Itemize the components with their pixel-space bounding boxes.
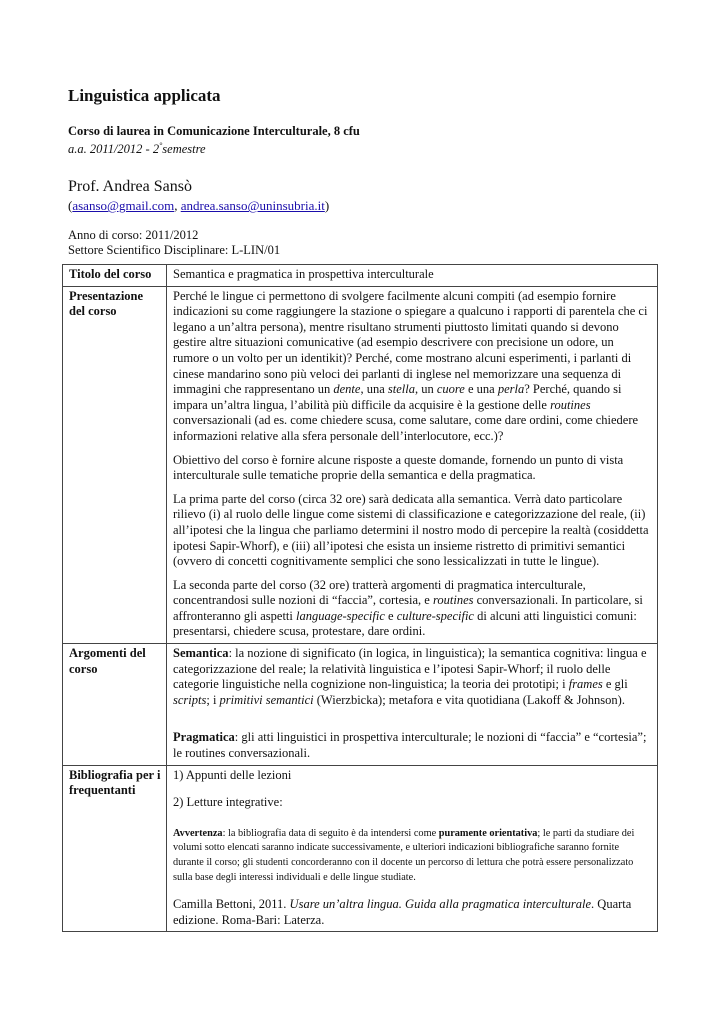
text-run: , un	[414, 382, 437, 397]
text-run: La seconda parte del corso (32 ore) tratterà argomenti di pragmatica interculturale, concentrandosi sulle nozioni di “faccia”, cortesia, e	[173, 577, 586, 608]
professor-name: Prof. Andrea Sansò	[68, 178, 192, 196]
text-run: (Wierzbicka); metafora e vita quotidiana (Lakoff & Johnson).	[313, 692, 625, 707]
spacer	[173, 716, 652, 730]
presentazione-paragraph-3: La prima parte del corso (circa 32 ore) sarà dedicata alla semantica. Verrà dato particolare rilievo (i) al ruolo delle lingue come sistemi di classificazione e categorizzazione del reale, (ii) all’ipotesi che la lingua che parliamo determini il nostro modo di percepire la realtà (cosiddetta ipotesi Sapir-Whorf), e (iii) all’ipotesi che esista un insieme ristretto di primitivi semantici (ovvero di concetti cognitivamente semplici che sono lessicalizzati in tutte le lingue).	[173, 491, 649, 569]
email-open: (	[68, 198, 73, 214]
presentazione-paragraph-4	[173, 578, 652, 640]
italic-term: culture-specific	[396, 608, 474, 623]
italic-term: perla	[497, 382, 525, 397]
email-link-gmail[interactable]: asanso@gmail.com	[72, 198, 175, 214]
bibliografia-item-1: 1) Appunti delle lezioni	[173, 767, 292, 782]
bibliografia-item-2: 2) Letture integrative:	[173, 795, 283, 810]
avvertenza-heading: Avvertenza	[173, 827, 223, 839]
year-text: a.a. 2011/2012 - 2	[68, 142, 160, 157]
text-run: e gli	[602, 677, 628, 692]
text-run: , una	[360, 382, 388, 397]
professor-emails	[68, 197, 658, 214]
email-separator: ,	[174, 198, 181, 214]
book-title: Usare un’altra lingua. Guida alla pragmatica interculturale	[289, 897, 592, 912]
document-header	[68, 86, 658, 258]
presentazione-paragraph-1	[173, 289, 652, 445]
row-titolo	[63, 265, 658, 287]
italic-term: frames	[568, 677, 603, 692]
email-close: )	[324, 198, 330, 214]
italic-term: primitivi semantici	[219, 692, 314, 707]
italic-term: routines	[550, 397, 591, 412]
semantica-heading: Semantica	[173, 646, 229, 661]
course-info-table	[62, 264, 658, 932]
text-run: ? Perché, quando si impara un’altra lingua, l’abilità più difficile da acquisire è la gestione delle	[173, 382, 622, 412]
text-run: e una	[464, 382, 498, 397]
text-run: Camilla Bettoni, 2011.	[173, 897, 290, 912]
row-label-bibliografia: Bibliografia per i frequentanti	[63, 765, 167, 932]
text-run: : la nozione di significato (in logica, in linguistica); la semantica cognitiva: lingua e categorizzazione del reale; la relatività linguistica e l’ipotesi Sapir-Whorf; il ruolo delle categorie linguistiche nella cognizione non-linguistica; la teoria dei prototipi; i	[173, 646, 647, 692]
text-run: conversazionali (ad es. come chiedere scusa, come salutare, come dare ordini, come chiedere informazioni relative alla sfera personale dell’interlocutore, ecc.)?	[173, 413, 639, 443]
text-run: ; i	[206, 692, 220, 707]
pragmatica-heading: Pragmatica	[173, 730, 235, 745]
presentazione-paragraph-2: Obiettivo del corso è fornire alcune risposte a queste domande, fornendo un punto di vista interculturale sulle tematiche proprie della semantica e della pragmatica.	[173, 452, 624, 483]
italic-term: cuore	[436, 382, 465, 397]
row-argomenti	[63, 644, 658, 766]
row-value-argomenti	[167, 644, 658, 766]
bibliografia-reference	[173, 897, 652, 928]
row-value-bibliografia	[167, 765, 658, 932]
row-label-titolo: Titolo del corso	[63, 265, 167, 287]
text-run: di alcuni atti linguistici comuni: presentarsi, chiedere scusa, protestare, dare ordini.	[173, 608, 637, 639]
text-run: : la bibliografia data di seguito è da intendersi come	[222, 827, 439, 839]
text-run: . Quarta edizione. Roma-Bari: Laterza.	[173, 897, 632, 927]
text-run: : gli atti linguistici in prospettiva interculturale; le nozioni di “faccia” e “cortesia”; le routines conversazionali.	[173, 730, 647, 761]
bold-term: puramente orientativa	[438, 827, 538, 839]
course-line: Corso di laurea in Comunicazione Interculturale, 8 cfu	[68, 124, 360, 138]
row-value-titolo: Semantica e pragmatica in prospettiva interculturale	[167, 265, 658, 287]
course-meta	[68, 228, 658, 258]
italic-term: scripts	[173, 692, 207, 707]
argomenti-pragmatica	[173, 730, 652, 761]
bibliografia-avvertenza	[173, 827, 652, 885]
year-suffix: semestre	[162, 142, 206, 157]
text-run: conversazionali. In particolare, si affronteranno gli aspetti	[173, 593, 643, 623]
settore-disciplinare: Settore Scientifico Disciplinare: L-LIN/01	[68, 243, 281, 258]
italic-term: routines	[432, 593, 474, 608]
anno-di-corso: Anno di corso: 2011/2012	[68, 228, 199, 243]
text-run: e	[384, 608, 397, 623]
email-link-uninsubria[interactable]: andrea.sanso@uninsubria.it	[180, 198, 325, 214]
text-run: ; le parti da studiare dei volumi sotto elencati saranno indicate successivamente, e ulteriori indicazioni bibliografiche saranno fornite durante il corso; gli studenti concorderanno con il docente un percorso di lettura che potrà essere personalizzato sulla base degli interessi individuali e delle lingue studiate.	[173, 827, 635, 883]
argomenti-semantica	[173, 646, 652, 708]
row-presentazione	[63, 286, 658, 643]
academic-year	[68, 139, 658, 156]
row-value-presentazione	[167, 286, 658, 643]
text-run: Perché le lingue ci permettono di svolgere facilmente alcuni compiti (ad esempio fornire indicazioni su come raggiungere la stazione o spiegare a qualcuno i rapporti di parentela che ci legano a un’altra persona), mentre risultano strumenti piuttosto limitati quando si devono gestire altre situazioni comunicative (ad esempio descrivere con precisione un odore, un rumore o un volto per un identikit)? Perché, come mostrano alcuni esperimenti, i parlanti di cinese mandarino sono più veloci dei parlanti di inglese nel memorizzare una sequenza di immagini che rappresentano un	[173, 288, 648, 397]
italic-term: dente	[333, 382, 361, 397]
italic-term: stella	[387, 382, 415, 397]
row-label-argomenti: Argomenti del corso	[63, 644, 167, 766]
year-superscript: °	[159, 141, 163, 150]
row-bibliografia	[63, 765, 658, 932]
row-label-presentazione: Presentazione del corso	[63, 286, 167, 643]
document-title: Linguistica applicata	[68, 86, 221, 105]
italic-term: language-specific	[296, 608, 385, 623]
